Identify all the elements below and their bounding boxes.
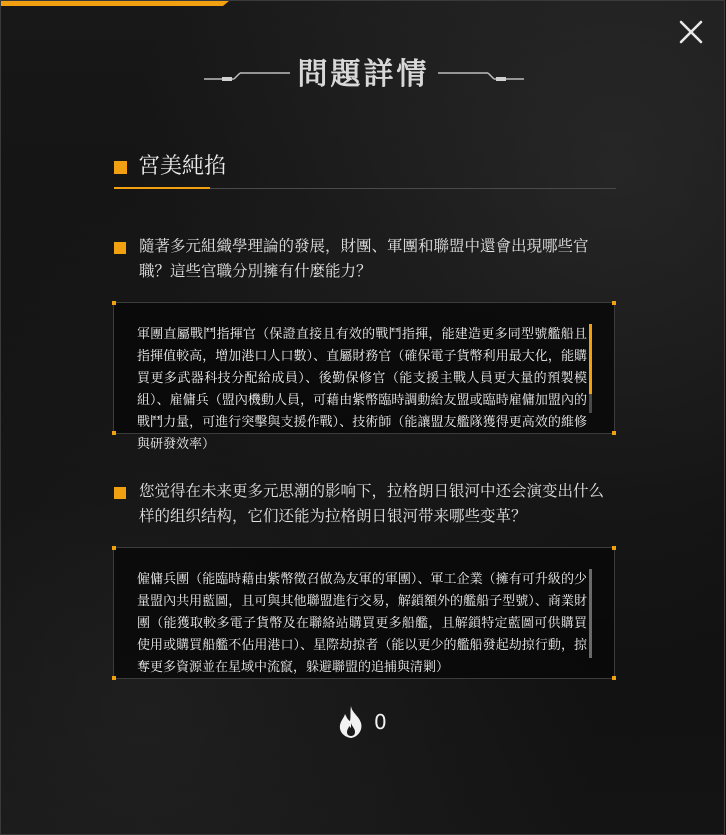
corner-mark	[112, 676, 116, 680]
corner-mark	[112, 301, 116, 305]
section-title: 宮美純掐	[138, 154, 227, 179]
scrollbar-thumb[interactable]	[589, 324, 592, 394]
scrollbar-thumb[interactable]	[589, 569, 592, 658]
question-item	[114, 234, 616, 284]
question-text: 隨著多元組織學理論的發展，財團、軍團和聯盟中還會出現哪些官職？這些官職分別擁有什麼能力？	[139, 237, 589, 280]
corner-mark	[612, 676, 616, 680]
flame-icon[interactable]	[338, 705, 364, 739]
answer-text: 僱傭兵團（能臨時藉由紫幣徵召做為友軍的軍團）、軍工企業（擁有可升級的少量盟內共用藍圖，且可與其他聯盟進行交易，解鎖額外的艦船子型號）、商業財團（能獲取較多電子貨幣及在聯絡站購買更多船艦，且解鎖特定藍圖可供購買使用或購買船艦不佔用港口）、星際劫掠者（能以更少的艦船發起劫掠行動，掠奪更多資源並在星域中流竄，躲避聯盟的追捕與清剿）	[137, 572, 587, 675]
corner-mark	[112, 431, 116, 435]
question-marker	[114, 242, 126, 254]
heading-marker	[114, 161, 127, 174]
question-item	[114, 479, 616, 529]
like-count: 0	[374, 710, 387, 734]
answer-scrollbar[interactable]	[589, 569, 592, 658]
title-row	[1, 53, 726, 97]
section-heading	[114, 151, 616, 189]
close-button[interactable]	[676, 17, 706, 47]
answer-box	[113, 302, 615, 452]
title-right-ornament	[438, 68, 524, 82]
top-accent-bar	[1, 1, 223, 6]
corner-mark	[612, 431, 616, 435]
answer-scrollbar[interactable]	[589, 324, 592, 413]
corner-mark	[612, 546, 616, 550]
like-control[interactable]	[338, 704, 387, 740]
title-left-ornament	[204, 68, 290, 82]
answer-box	[113, 547, 615, 679]
question-text: 您觉得在未来更多元思潮的影响下，拉格朗日银河中还会演变出什么样的组织结构，它们还能为拉格朗日银河带来哪些变革？	[139, 482, 605, 525]
corner-mark	[112, 546, 116, 550]
heading-underline-accent	[114, 187, 210, 189]
close-icon	[676, 17, 706, 47]
corner-mark	[612, 301, 616, 305]
page-title: 問題詳情	[297, 57, 430, 92]
answer-text: 軍團直屬戰鬥指揮官（保證直接且有效的戰鬥指揮，能建造更多同型號艦船且指揮值較高，增加港口人口數）、直屬財務官（確保電子貨幣利用最大化，能購買更多武器科技分配給成員）、後勤保修官（能支援主戰人員更大量的預製模組）、雇傭兵（盟內機動人員，可藉由紫幣臨時調動給友盟或臨時雇傭加盟內的戰鬥力量，可進行突擊與支援作戰）、技術師（能讓盟友艦隊獲得更高效的維修與研發效率）	[137, 327, 587, 452]
question-marker	[114, 487, 126, 499]
